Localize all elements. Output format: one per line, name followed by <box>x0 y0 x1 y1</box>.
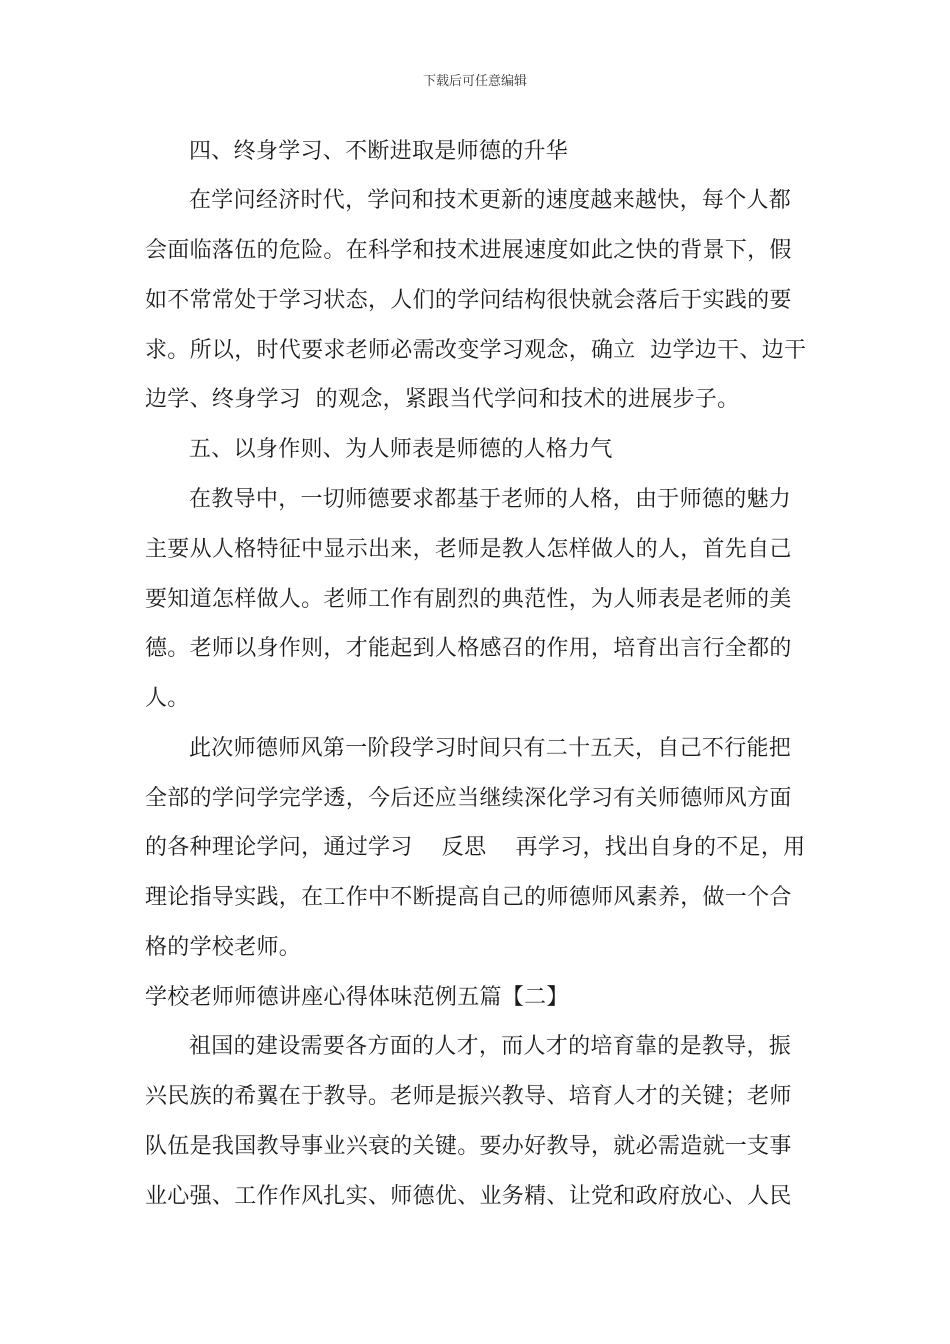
paragraph-line: 如不常常处于学习状态，人们的学问结构很快就会落后于实践的要 <box>145 288 792 313</box>
paragraph-line: 求。所以，时代要求老师必需改变学习观念，确立 边学边干、边干 <box>145 338 807 363</box>
paragraph-line: 兴民族的希翼在于教导。老师是振兴教导、培育人才的关键；老师 <box>145 1084 792 1109</box>
paragraph-line: 会面临落伍的危险。在科学和技术进展速度如此之快的背景下，假 <box>145 238 792 263</box>
section-heading: 四、终身学习、不断进取是师德的升华 <box>189 139 569 164</box>
paragraph-line: 队伍是我国教导事业兴衰的关键。要办好教导，就必需造就一支事 <box>145 1134 792 1159</box>
paragraph-line: 边学、终身学习 的观念，紧跟当代学问和技术的进展步子。 <box>145 387 740 412</box>
paragraph-line: 德。老师以身作则，才能起到人格感召的作用，培育出言行全都的 <box>145 636 792 661</box>
paragraph-line: 主要从人格特征中显示出来，老师是教人怎样做人的人，首先自己 <box>145 537 792 562</box>
paragraph-line: 业心强、工作作风扎实、师德优、业务精、让党和政府放心、人民 <box>145 1184 792 1209</box>
paragraph-line: 在教导中，一切师德要求都基于老师的人格，由于师德的魅力 <box>189 487 792 512</box>
paragraph-line: 理论指导实践，在工作中不断提高自己的师德师风素养，做一个合 <box>145 885 792 910</box>
paragraph-line: 的各种理论学问，通过学习 反思 再学习，找出自身的不足，用 <box>145 835 806 860</box>
paragraph-line: 格的学校老师。 <box>145 935 302 960</box>
paragraph-line: 要知道怎样做人。老师工作有剧烈的典范性，为人师表是老师的美 <box>145 587 792 612</box>
paragraph-line: 全部的学问学完学透，今后还应当继续深化学习有关师德师风方面 <box>145 786 792 811</box>
section-heading: 五、以身作则、为人师表是师德的人格力气 <box>189 437 613 462</box>
paragraph-line: 人。 <box>145 686 190 711</box>
paragraph-line: 此次师德师风第一阶段学习时间只有二十五天，自己不行能把 <box>189 736 792 761</box>
article-title: 学校老师师德讲座心得体味范例五篇【二】 <box>145 985 569 1010</box>
paragraph-line: 祖国的建设需要各方面的人才，而人才的培育靠的是教导，振 <box>189 1034 792 1059</box>
page-header: 下载后可任意编辑 <box>422 74 527 89</box>
paragraph-line: 在学问经济时代，学问和技术更新的速度越来越快，每个人都 <box>189 188 792 213</box>
